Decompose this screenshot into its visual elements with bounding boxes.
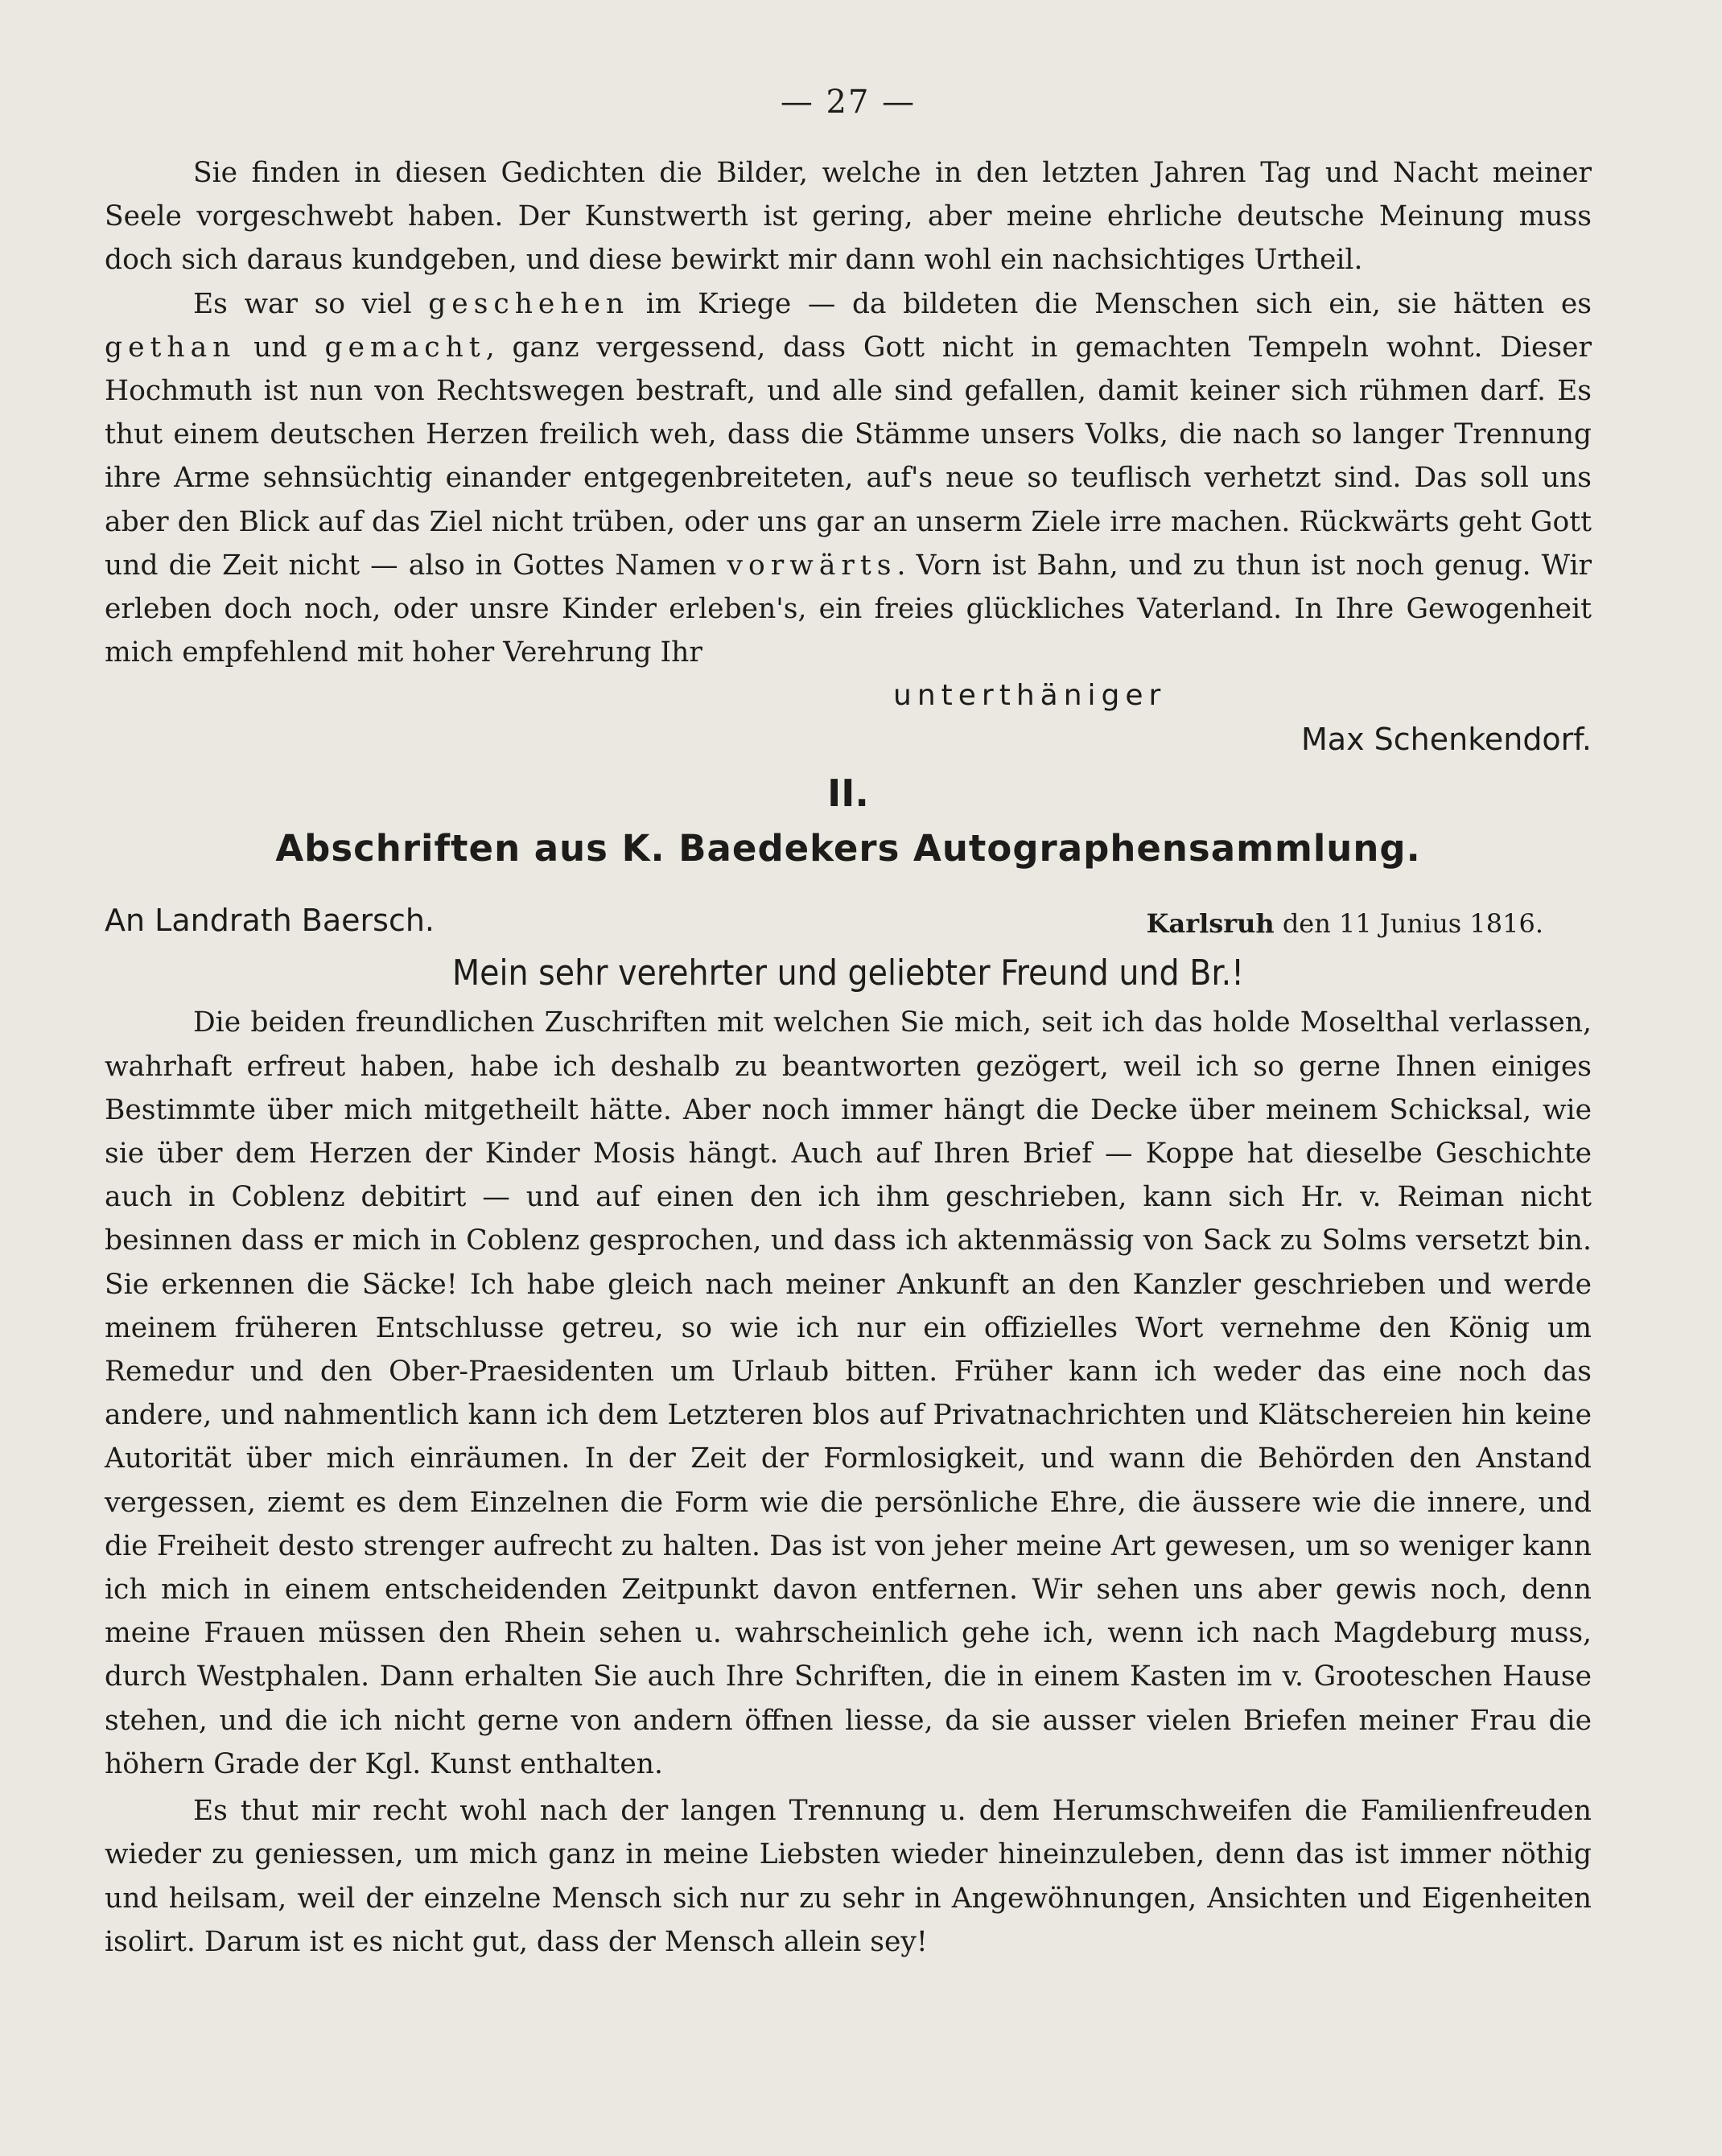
letter-date: den 11 Junius 1816. (1274, 908, 1543, 940)
emphasized-word: gethan (105, 331, 237, 364)
section-title: Abschriften aus K. Baedekers Autographensammlung. (275, 827, 1421, 870)
section-number: II. (827, 771, 869, 816)
letter-closing (105, 674, 1592, 761)
page-content (105, 74, 1592, 1964)
paragraph-text: Es war so viel (193, 287, 429, 320)
paragraph-text: im Kriege — da bildeten die Menschen sich ein, sie hätten es (629, 287, 1592, 320)
schenkendorf-paragraph-2 (105, 282, 1592, 675)
emphasized-word: geschehen (428, 287, 630, 320)
baersch-paragraph-2: Es thut mir recht wohl nach der langen Trennung u. dem Herumschweifen die Familienfreuden wieder zu geniessen, um mich ganz in meine Liebsten wieder hineinzuleben, denn das ist immer nöthig und heilsam, weil der einzelne Mensch sich nur zu sehr in Angewöhnungen, Ansichten und Eigenheiten isolirt. Darum ist es nicht gut, dass der Mensch allein sey! (105, 1795, 1592, 1958)
baersch-paragraph-1: Die beiden freundlichen Zuschriften mit welchen Sie mich, seit ich das holde Moselthal verlassen, wahrhaft erfreut haben, habe ich deshalb zu beantworten gezögert, weil ich so gerne Ihnen einiges Bestimmte über mich mitgetheilt hätte. Aber noch immer hängt die Decke über meinem Schicksal, wie sie über dem Herzen der Kinder Mosis hängt. Auch auf Ihren Brief — Koppe hat dieselbe Geschichte auch in Coblenz debitirt — und auf einen den ich ihm geschrieben, kann sich Hr. v. Reiman nicht besinnen dass er mich in Coblenz gesprochen, und dass ich aktenmässig von Sack zu Solms versetzt bin. Sie erkennen die Säcke! Ich habe gleich nach meiner Ankunft an den Kanzler geschrieben und werde meinem früheren Entschlusse getreu, so wie ich nur ein offizielles Wort vernehme den König um Remedur und den Ober-Praesidenten um Urlaub bitten. Früher kann ich weder das eine noch das andere, und nahmentlich kann ich dem Letzteren blos auf Privatnachrichten und Klätschereien hin keine Autorität über mich einräumen. In der Zeit der Formlosigkeit, und wann die Behörden den Anstand vergessen, ziemt es dem Einzelnen die Form wie die persönliche Ehre, die äussere wie die innere, und die Freiheit desto strenger aufrecht zu halten. Das ist von jeher meine Art gewesen, um so weniger kann ich mich in einem entscheidenden Zeitpunkt davon entfernen. Wir sehen uns aber gewis noch, denn meine Frauen müssen den Rhein sehen u. wahrscheinlich gehe ich, wenn ich nach Magdeburg muss, durch Westphalen. Dann erhalten Sie auch Ihre Schriften, die in einem Kasten im v. Grooteschen Hause stehen, und die ich nicht gerne von andern öffnen liesse, da sie ausser vielen Briefen meiner Frau die höhern Grade der Kgl. Kunst enthalten. (105, 1006, 1592, 1780)
letter-salutation: Mein sehr verehrter und geliebter Freund und Br.! (451, 953, 1245, 994)
page-number: — 27 — (780, 84, 917, 121)
paragraph-text: . Vorn ist Bahn, und zu thun ist noch genug. Wir erleben doch noch, oder unsre Kinder erleben's, ein freies glückliches Vaterland. In Ihre Gewogenheit mich empfehlend mit hoher Verehrung Ihr (105, 549, 1592, 669)
emphasized-word: vorwärts (727, 549, 897, 582)
letter-recipient: An Landrath Baersch. (105, 903, 435, 939)
closing-formula: unterthäniger (893, 679, 1167, 713)
paragraph-text: , ganz vergessend, dass Gott nicht in gemachten Tempeln wohnt. Dieser Hochmuth ist nun von Rechtswegen bestraft, und alle sind gefallen, damit keiner sich rühmen darf. Es thut einem deutschen Herzen freilich weh, dass die Stämme unsers Volks, die nach so langer Trennung ihre Arme sehnsüchtig einander entgegenbreiteten, auf's neue so teuflisch verhetzt sind. Das soll uns aber den Blick auf das Ziel nicht trüben, oder uns gar an unserm Ziele irre machen. Rückwärts geht Gott und die Zeit nicht — also in Gottes Namen (105, 331, 1592, 582)
paragraph-text: und (236, 331, 325, 364)
emphasized-word: gemacht (324, 331, 486, 364)
signature: Max Schenkendorf. (1301, 722, 1592, 758)
letter-header (105, 898, 1592, 949)
letter-place: Karlsruh (1146, 908, 1275, 940)
letter-dateline (1147, 901, 1543, 946)
schenkendorf-paragraph-1: Sie finden in diesen Gedichten die Bilder, welche in den letzten Jahren Tag und Nacht meiner Seele vorgeschwebt haben. Der Kunstwerth ist gering, aber meine ehrliche deutsche Meinung muss doch sich daraus kundgeben, und diese bewirkt mir dann wohl ein nachsichtiges Urtheil. (105, 157, 1592, 277)
